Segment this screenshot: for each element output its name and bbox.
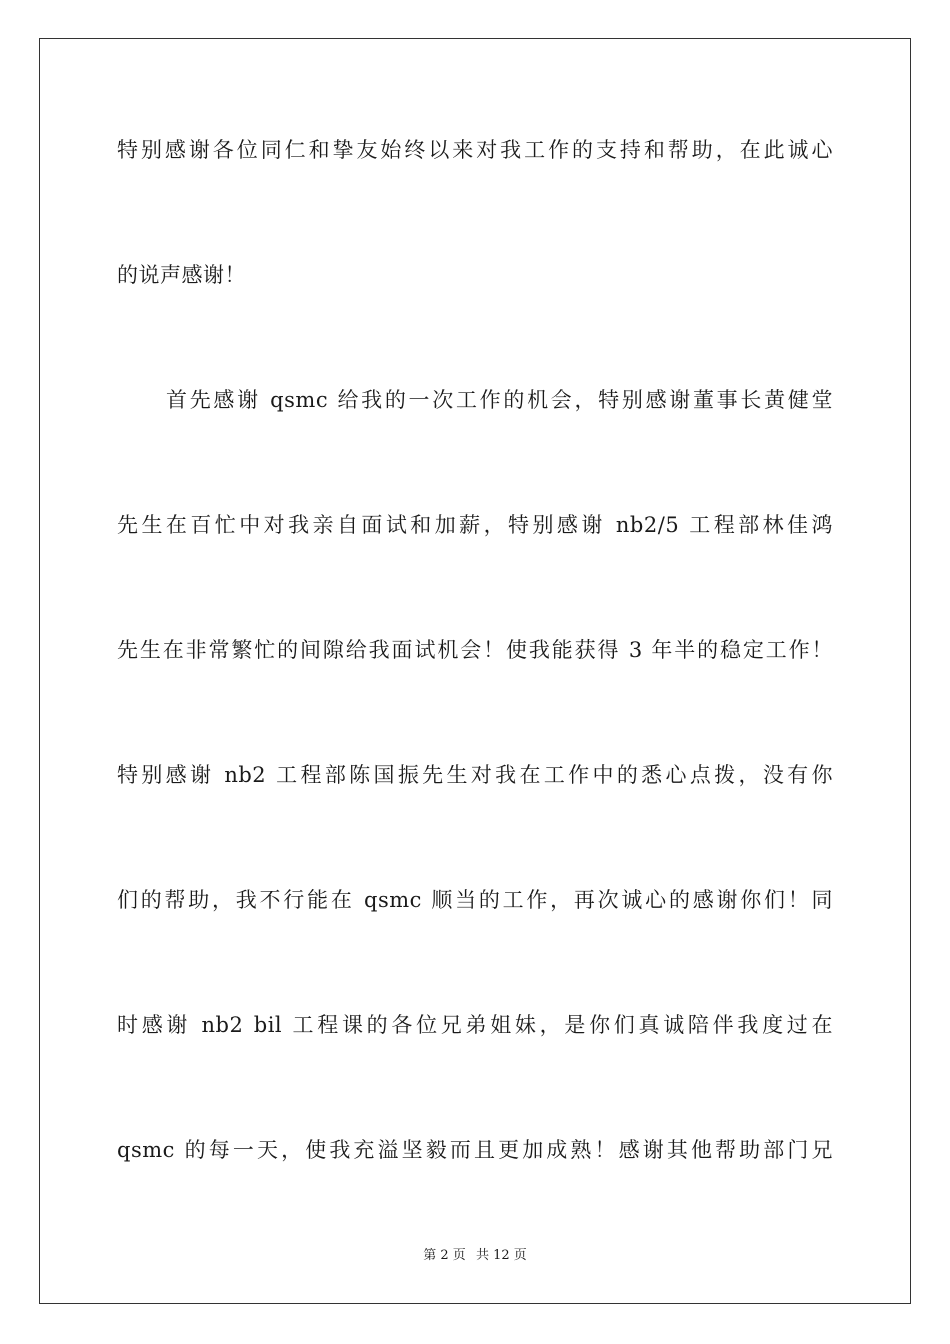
body-line-7: 们的帮助，我不行能在 qsmc 顺当的工作，再次诚心的感谢你们！同 [117,888,833,912]
body-line-9: qsmc 的每一天，使我充溢坚毅而且更加成熟！感谢其他帮助部门兄 [117,1138,833,1162]
body-line-8: 时感谢 nb2 bil 工程课的各位兄弟姐妹，是你们真诚陪伴我度过在 [117,1013,833,1037]
body-line-5: 先生在非常繁忙的间隙给我面试机会！使我能获得 3 年半的稳定工作！ [117,638,833,662]
page-total: 共 12 页 [475,1248,527,1263]
body-line-3: 首先感谢 qsmc 给我的一次工作的机会，特别感谢董事长黄健堂 [166,388,833,412]
page-number: 第 2 页 [423,1248,466,1263]
body-line-6: 特别感谢 nb2 工程部陈国振先生对我在工作中的悉心点拨，没有你 [117,763,833,787]
body-line-4: 先生在百忙中对我亲自面试和加薪，特别感谢 nb2/5 工程部林佳鸿 [117,513,833,537]
page-footer [0,1247,950,1265]
body-line-1: 特别感谢各位同仁和挚友始终以来对我工作的支持和帮助，在此诚心 [117,138,833,162]
body-line-2: 的说声感谢！ [117,263,246,287]
page-border [39,38,911,1304]
